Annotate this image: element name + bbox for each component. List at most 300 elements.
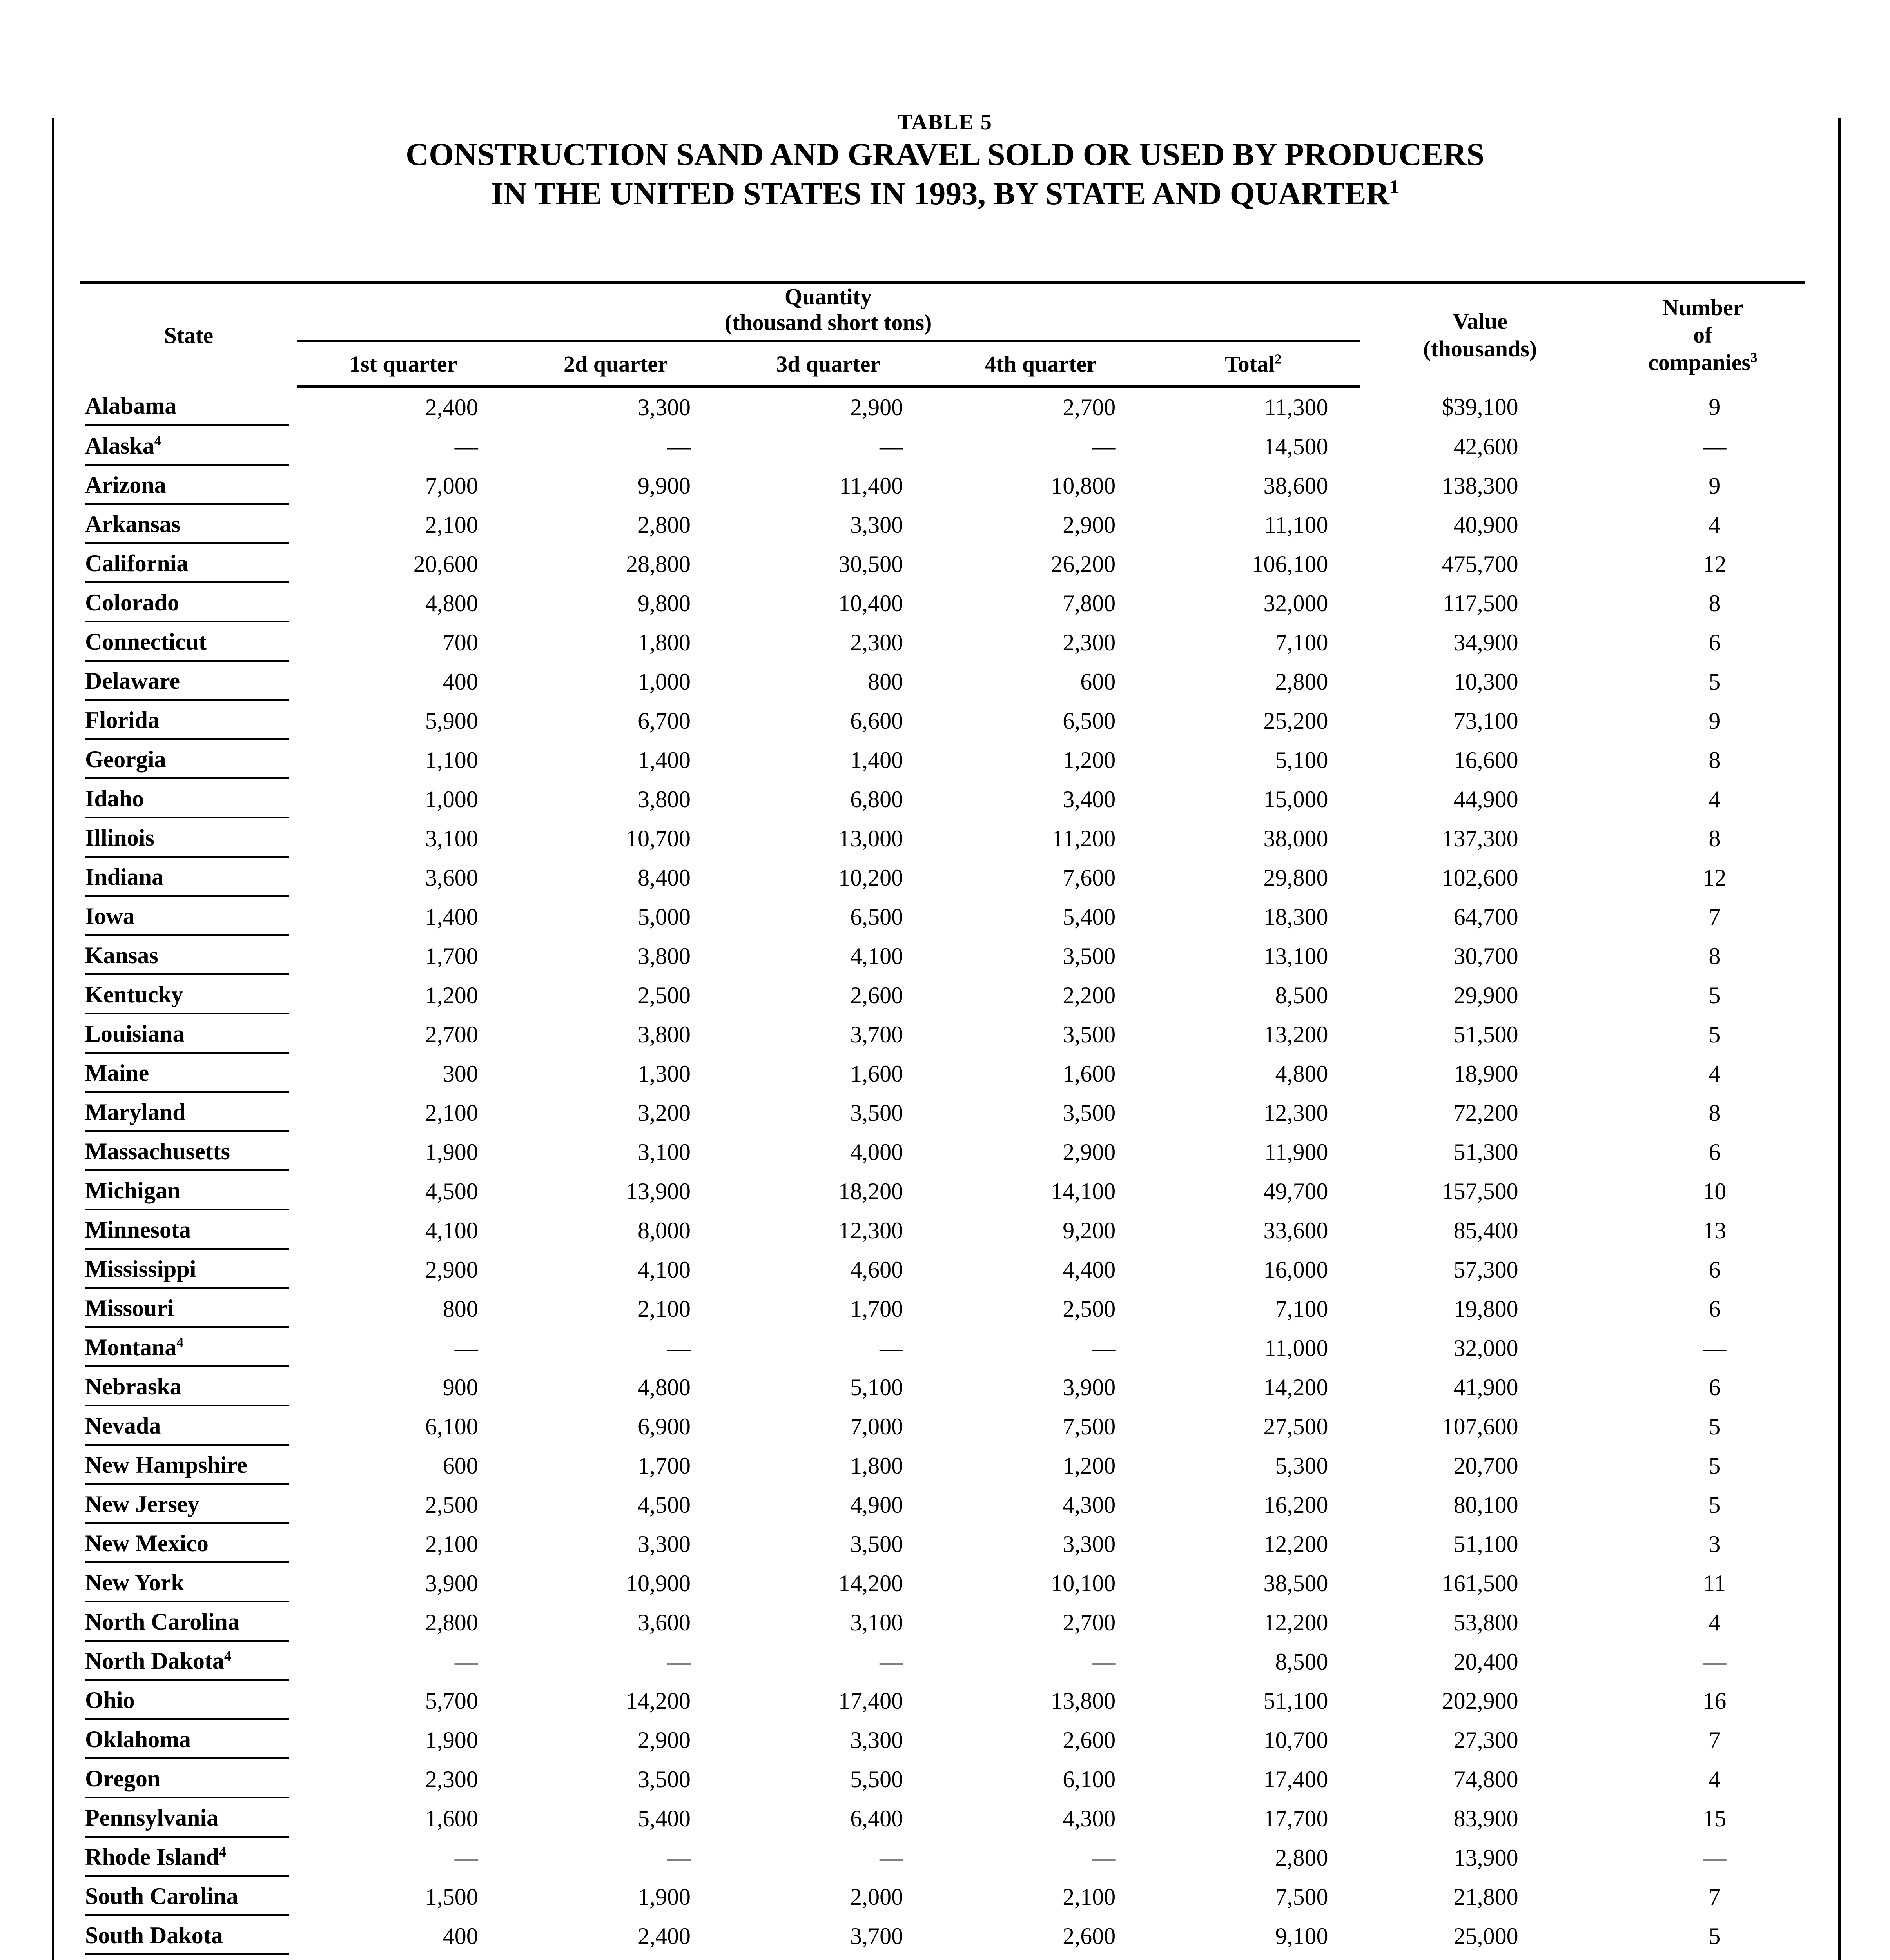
- cell-value: 72,200: [1453, 1100, 1518, 1126]
- cell-value: 40,900: [1453, 512, 1518, 538]
- cell-q1: 1,900: [425, 1139, 478, 1165]
- cell-q1: [297, 1956, 510, 1960]
- cell-q2: 13,900: [626, 1178, 691, 1204]
- cell-q2: 6,900: [637, 1414, 691, 1439]
- cell-q4: —: [1092, 1649, 1116, 1675]
- cell-q1: 1,200: [425, 982, 478, 1008]
- cell-value: 137,300: [1442, 826, 1518, 851]
- header-q3: 3d quarter: [722, 341, 934, 387]
- cell-q4: 4,400: [1063, 1257, 1116, 1283]
- table-row: [80, 897, 1805, 936]
- cell-companies: 5: [1709, 1453, 1721, 1479]
- cell-total: 32,000: [1263, 590, 1328, 616]
- cell-q3: 1,800: [850, 1453, 903, 1479]
- cell-q3: —: [880, 1649, 903, 1675]
- state-name: Oklahoma: [85, 1726, 191, 1752]
- state-name-cell: [85, 624, 289, 662]
- cell-companies: 4: [1709, 512, 1721, 538]
- cell-state: [80, 1054, 297, 1093]
- cell-total: 13,100: [1263, 943, 1328, 969]
- state-name-cell: [85, 1329, 289, 1367]
- title-footnote-ref: 1: [1389, 176, 1399, 198]
- cell-q1: 1,500: [425, 1884, 478, 1910]
- cell-companies: 4: [1709, 786, 1721, 812]
- cell-q3: 3,700: [850, 1923, 903, 1949]
- cell-q4: —: [1092, 434, 1116, 459]
- table-row: [80, 740, 1805, 780]
- cell-q2: 9,800: [637, 590, 691, 616]
- cell-companies: 16: [1703, 1688, 1727, 1714]
- cell-q3: 10,200: [838, 865, 903, 891]
- state-name: New Hampshire: [85, 1452, 247, 1478]
- cell-state: [80, 1681, 297, 1720]
- cell-q4: 14,100: [1051, 1178, 1116, 1204]
- cell-q1: 2,700: [425, 1022, 478, 1047]
- cell-q3: 6,500: [850, 904, 903, 930]
- cell-q1: 1,100: [425, 747, 478, 773]
- table-row: [80, 1054, 1805, 1093]
- cell-total: 16,200: [1263, 1492, 1328, 1518]
- cell-q1: —: [454, 1845, 478, 1871]
- cell-q4: 3,500: [1063, 943, 1116, 969]
- cell-q2: 14,200: [626, 1688, 691, 1714]
- cell-companies: 9: [1709, 708, 1721, 734]
- cell-companies: 11: [1703, 1570, 1726, 1596]
- cell-state: [80, 1015, 297, 1054]
- cell-q1: 900: [443, 1374, 478, 1400]
- cell-state: [80, 1368, 297, 1407]
- cell-state: [80, 1250, 297, 1289]
- cell-q2: —: [667, 1845, 691, 1871]
- state-name-cell: [85, 467, 289, 505]
- cell-companies: 7: [1709, 904, 1721, 930]
- cell-q1: 2,100: [425, 1531, 478, 1557]
- cell-q2: 8,400: [637, 865, 691, 891]
- cell-q3: 18,200: [838, 1178, 903, 1204]
- cell-q4: 11,200: [1052, 826, 1116, 851]
- cell-state: [80, 740, 297, 780]
- cell-companies: 5: [1709, 1923, 1721, 1949]
- cell-total: 25,200: [1263, 708, 1328, 734]
- table-row: [80, 1289, 1805, 1328]
- cell-total: 8,500: [1275, 982, 1328, 1008]
- cell-total: 17,700: [1263, 1806, 1328, 1831]
- cell-total: 12,200: [1263, 1610, 1328, 1635]
- header-value: [1360, 283, 1601, 387]
- cell-value: 44,900: [1453, 786, 1518, 812]
- cell-total: 7,100: [1275, 630, 1328, 655]
- cell-q3: [722, 1956, 934, 1960]
- cell-state: [80, 1760, 297, 1799]
- cell-q4: —: [1092, 1335, 1116, 1361]
- cell-q2: 6,700: [637, 708, 691, 734]
- table-row: [80, 1603, 1805, 1642]
- header-q1: 1st quarter: [297, 341, 510, 387]
- cell-value: 51,500: [1453, 1022, 1518, 1047]
- cell-state: [80, 1485, 297, 1524]
- table-row: [80, 1760, 1805, 1799]
- cell-state: [80, 1132, 297, 1172]
- cell-total: 51,100: [1263, 1688, 1328, 1714]
- cell-q1: 1,900: [425, 1727, 478, 1753]
- cell-q2: 3,200: [637, 1100, 691, 1126]
- table-row: [80, 1407, 1805, 1446]
- cell-q2: 2,100: [637, 1296, 691, 1322]
- state-name-cell: [85, 780, 289, 818]
- cell-q1: 2,900: [425, 1257, 478, 1283]
- table-row: [80, 387, 1805, 427]
- table-title-line-2: [0, 174, 1890, 213]
- cell-q3: 30,500: [838, 551, 903, 577]
- state-name-cell: [85, 1094, 289, 1132]
- cell-q4: 2,300: [1063, 630, 1116, 655]
- cell-q2: —: [667, 434, 691, 459]
- cell-q3: 800: [868, 669, 903, 695]
- cell-total: 11,100: [1264, 512, 1328, 538]
- cell-companies: 4: [1709, 1610, 1721, 1635]
- cell-q3: 3,500: [850, 1100, 903, 1126]
- table-row: [80, 1172, 1805, 1211]
- cell-q2: 3,100: [637, 1139, 691, 1165]
- cell-value: 10,300: [1453, 669, 1518, 695]
- state-name-cell: [85, 1290, 289, 1328]
- state-name-cell: [85, 545, 289, 583]
- cell-q2: 3,600: [637, 1610, 691, 1635]
- cell-q2: 5,000: [637, 904, 691, 930]
- table-row: [80, 1916, 1805, 1956]
- companies-footnote-ref: 3: [1750, 350, 1758, 365]
- state-name: Alabama: [85, 393, 177, 419]
- cell-value: 34,900: [1453, 630, 1518, 655]
- cell-companies: 12: [1703, 865, 1727, 891]
- cell-total: 7,100: [1275, 1296, 1328, 1322]
- cell-companies: 4: [1709, 1766, 1721, 1792]
- cell-q4: [934, 1956, 1147, 1960]
- cell-value: 29,900: [1453, 982, 1518, 1008]
- cell-q3: —: [880, 434, 903, 459]
- cell-companies: 10: [1703, 1178, 1727, 1204]
- cell-total: [1147, 1956, 1359, 1960]
- state-name-cell: [85, 1486, 289, 1524]
- cell-q2: 1,300: [637, 1061, 691, 1087]
- cell-value: 21,800: [1453, 1884, 1518, 1910]
- state-name: Missouri: [85, 1295, 174, 1321]
- cell-state: [80, 858, 297, 897]
- cell-q2: 3,800: [637, 1022, 691, 1047]
- state-name: Colorado: [85, 589, 179, 615]
- cell-total: 11,900: [1264, 1139, 1328, 1165]
- cell-q4: 1,200: [1063, 747, 1116, 773]
- cell-q1: 2,500: [425, 1492, 478, 1518]
- cell-total: 5,300: [1275, 1453, 1328, 1479]
- state-name: Indiana: [85, 864, 164, 890]
- cell-value: 157,500: [1442, 1178, 1518, 1204]
- cell-companies: 6: [1709, 1374, 1721, 1400]
- header-total: [1147, 341, 1359, 387]
- cell-companies: 5: [1709, 1022, 1721, 1047]
- cell-q4: 10,800: [1051, 473, 1116, 499]
- cell-value: $39,100: [1442, 394, 1518, 420]
- cell-q2: 4,100: [637, 1257, 691, 1283]
- state-name-cell: [85, 506, 289, 544]
- cell-q2: 1,900: [637, 1884, 691, 1910]
- state-name-cell: [85, 976, 289, 1014]
- state-name: Connecticut: [85, 628, 207, 655]
- header-quantity-units: (thousand short tons): [724, 310, 932, 335]
- table-row: [80, 427, 1805, 466]
- state-name-cell: [85, 1055, 289, 1093]
- table-row: [80, 466, 1805, 505]
- state-name-cell: [85, 428, 289, 466]
- state-name: Rhode Island: [85, 1844, 219, 1870]
- cell-total: 8,500: [1275, 1649, 1328, 1675]
- cell-q1: 700: [443, 630, 478, 655]
- cell-companies: 7: [1709, 1727, 1721, 1753]
- table-row: [80, 819, 1805, 858]
- cell-total: 29,800: [1263, 865, 1328, 891]
- cell-q3: 2,900: [850, 394, 903, 420]
- cell-value: 117,500: [1442, 590, 1518, 616]
- cell-q2: 3,800: [637, 943, 691, 969]
- cell-total: 11,000: [1264, 1335, 1328, 1361]
- state-name-cell: [85, 388, 289, 426]
- state-name-cell: [85, 702, 289, 740]
- cell-state: [80, 427, 297, 466]
- cell-state: [80, 1642, 297, 1681]
- cell-value: 83,900: [1453, 1806, 1518, 1831]
- cell-q3: 11,400: [839, 473, 903, 499]
- cell-value: [1360, 1956, 1601, 1960]
- cell-q3: 4,900: [850, 1492, 903, 1518]
- cell-q4: 13,800: [1051, 1688, 1116, 1714]
- cell-state: [80, 897, 297, 936]
- cell-state: [80, 623, 297, 662]
- cell-q4: 3,900: [1063, 1374, 1116, 1400]
- cell-total: 38,600: [1263, 473, 1328, 499]
- cell-q1: 5,900: [425, 708, 478, 734]
- table-row: [80, 1093, 1805, 1132]
- table-header: [80, 283, 1805, 387]
- cell-state: [80, 976, 297, 1015]
- cell-total: 7,500: [1275, 1884, 1328, 1910]
- cell-q4: 2,900: [1063, 512, 1116, 538]
- cell-value: 73,100: [1453, 708, 1518, 734]
- cell-value: 25,000: [1453, 1923, 1518, 1949]
- table-row: [80, 505, 1805, 544]
- state-name: North Carolina: [85, 1608, 239, 1635]
- cell-total: 14,500: [1263, 434, 1328, 459]
- cell-companies: [1601, 1956, 1805, 1960]
- cell-value: 20,700: [1453, 1453, 1518, 1479]
- state-name-cell: [85, 1604, 289, 1642]
- table-row: [80, 1211, 1805, 1250]
- cell-q1: 20,600: [413, 551, 478, 577]
- state-name: Arizona: [85, 472, 166, 498]
- state-name: Kansas: [85, 942, 158, 968]
- cell-value: 57,300: [1453, 1257, 1518, 1283]
- cell-state: [80, 780, 297, 819]
- cell-q3: 2,600: [850, 982, 903, 1008]
- cell-q1: 800: [443, 1296, 478, 1322]
- cell-value: 32,000: [1453, 1335, 1518, 1361]
- cell-q3: 1,400: [850, 747, 903, 773]
- cell-companies: 5: [1709, 982, 1721, 1008]
- cell-total: 12,200: [1263, 1531, 1328, 1557]
- cell-state: [80, 1093, 297, 1132]
- cell-value: 85,400: [1453, 1218, 1518, 1243]
- table-title-line-2-text: IN THE UNITED STATES IN 1993, BY STATE AND QUARTER: [491, 176, 1389, 211]
- table-row: [80, 1446, 1805, 1485]
- cell-q3: 7,000: [850, 1414, 903, 1439]
- cell-q1: 1,600: [425, 1806, 478, 1831]
- state-name-cell: [85, 1760, 289, 1798]
- cell-total: 5,100: [1275, 747, 1328, 773]
- cell-q2: 2,900: [637, 1727, 691, 1753]
- cell-total: 2,800: [1275, 669, 1328, 695]
- cell-q1: 4,800: [425, 590, 478, 616]
- cell-state: [80, 662, 297, 701]
- cell-state: [80, 1446, 297, 1485]
- cell-companies: 6: [1709, 1257, 1721, 1283]
- table-row: [80, 1720, 1805, 1760]
- state-name: Idaho: [85, 785, 144, 811]
- state-name: Oregon: [85, 1765, 161, 1791]
- cell-companies: 8: [1709, 943, 1721, 969]
- cell-q3: 3,300: [850, 512, 903, 538]
- cell-companies: 3: [1709, 1531, 1721, 1557]
- state-name: Alaska: [85, 432, 154, 459]
- cell-q4: 3,400: [1063, 786, 1116, 812]
- state-name: North Dakota: [85, 1648, 224, 1674]
- cell-total: 106,100: [1252, 551, 1328, 577]
- table-row: [80, 1877, 1805, 1916]
- header-quantity-group: [297, 283, 1360, 341]
- state-name: Montana: [85, 1334, 177, 1360]
- cell-state: [80, 1720, 297, 1760]
- cell-q1: 300: [443, 1061, 478, 1087]
- cell-q3: 13,000: [838, 826, 903, 851]
- cell-q4: 2,200: [1063, 982, 1116, 1008]
- state-name: Louisiana: [85, 1020, 185, 1047]
- cell-q4: 2,700: [1063, 1610, 1116, 1635]
- cell-q4: 4,300: [1063, 1492, 1116, 1518]
- cell-q1: 1,700: [425, 943, 478, 969]
- table-row: [80, 584, 1805, 623]
- cell-total: 49,700: [1263, 1178, 1328, 1204]
- cell-state: [80, 544, 297, 584]
- cell-q3: 1,700: [850, 1296, 903, 1322]
- left-margin-rule: [52, 118, 54, 1960]
- cell-value: 41,900: [1453, 1374, 1518, 1400]
- cell-q1: 1,400: [425, 904, 478, 930]
- table-row: [80, 544, 1805, 584]
- cell-q4: 600: [1080, 669, 1116, 695]
- cell-value: 19,800: [1453, 1296, 1518, 1322]
- cell-q4: 7,600: [1063, 865, 1116, 891]
- cell-state: [80, 584, 297, 623]
- table-row: [80, 780, 1805, 819]
- cell-state: [80, 505, 297, 544]
- total-footnote-ref: 2: [1275, 351, 1282, 367]
- state-name: Michigan: [85, 1177, 181, 1203]
- cell-total: 14,200: [1263, 1374, 1328, 1400]
- cell-companies: 5: [1709, 1414, 1721, 1439]
- cell-value: 107,600: [1442, 1414, 1518, 1439]
- state-name: Pennsylvania: [85, 1804, 219, 1831]
- state-name-cell: [85, 1721, 289, 1759]
- cell-q1: 7,000: [425, 473, 478, 499]
- cell-companies: 15: [1703, 1806, 1727, 1831]
- cell-total: 16,000: [1263, 1257, 1328, 1283]
- cell-total: 12,300: [1263, 1100, 1328, 1126]
- cell-q2: 5,400: [637, 1806, 691, 1831]
- cell-companies: 8: [1709, 590, 1721, 616]
- table-row: [80, 1642, 1805, 1681]
- cell-q1: 4,500: [425, 1178, 478, 1204]
- table-row: [80, 858, 1805, 897]
- cell-companies: —: [1703, 1335, 1727, 1361]
- cell-q4: 2,600: [1063, 1923, 1116, 1949]
- cell-companies: 6: [1709, 1139, 1721, 1165]
- state-name-cell: [85, 1525, 289, 1563]
- cell-q2: [510, 1956, 722, 1960]
- state-name-cell: [85, 1878, 289, 1916]
- cell-q3: 10,400: [838, 590, 903, 616]
- cell-q2: 3,800: [637, 786, 691, 812]
- cell-state: [80, 1799, 297, 1838]
- cell-q2: 8,000: [637, 1218, 691, 1243]
- cell-q2: 2,500: [637, 982, 691, 1008]
- cell-q3: 5,100: [850, 1374, 903, 1400]
- cell-q1: 2,100: [425, 1100, 478, 1126]
- cell-state: [80, 1172, 297, 1211]
- table-row: [80, 1485, 1805, 1524]
- cell-value: 80,100: [1453, 1492, 1518, 1518]
- cell-q4: 2,100: [1063, 1884, 1116, 1910]
- state-name-cell: [85, 1917, 289, 1955]
- header-companies-line2: of: [1693, 322, 1712, 348]
- cell-value: 51,100: [1453, 1531, 1518, 1557]
- cell-state: [80, 387, 297, 427]
- cell-companies: 8: [1709, 826, 1721, 851]
- cell-q1: 6,100: [425, 1414, 478, 1439]
- state-name: Florida: [85, 707, 160, 733]
- cell-q4: 3,500: [1063, 1022, 1116, 1047]
- table-row: [80, 1368, 1805, 1407]
- state-name-cell: [85, 1564, 289, 1602]
- cell-q1: 2,100: [425, 512, 478, 538]
- cell-q3: 3,300: [850, 1727, 903, 1753]
- state-name: Arkansas: [85, 511, 181, 537]
- cell-q3: 6,400: [850, 1806, 903, 1831]
- state-name: New Mexico: [85, 1530, 209, 1556]
- state-footnote-ref: 4: [176, 1334, 184, 1350]
- state-name-cell: [85, 663, 289, 701]
- state-footnote-ref: 4: [224, 1648, 231, 1664]
- table-title-block: [0, 110, 1890, 213]
- state-name-cell: [85, 1172, 289, 1210]
- table-row: [80, 1564, 1805, 1603]
- cell-q2: 3,500: [637, 1766, 691, 1792]
- cell-state: [80, 1916, 297, 1956]
- state-footnote-ref: 4: [219, 1844, 226, 1860]
- cell-q4: 4,300: [1063, 1806, 1116, 1831]
- cell-state: [80, 1838, 297, 1877]
- header-value-units: (thousands): [1423, 336, 1537, 361]
- cell-companies: 8: [1709, 747, 1721, 773]
- cell-q3: 3,100: [850, 1610, 903, 1635]
- header-companies-line1: Number: [1662, 295, 1743, 320]
